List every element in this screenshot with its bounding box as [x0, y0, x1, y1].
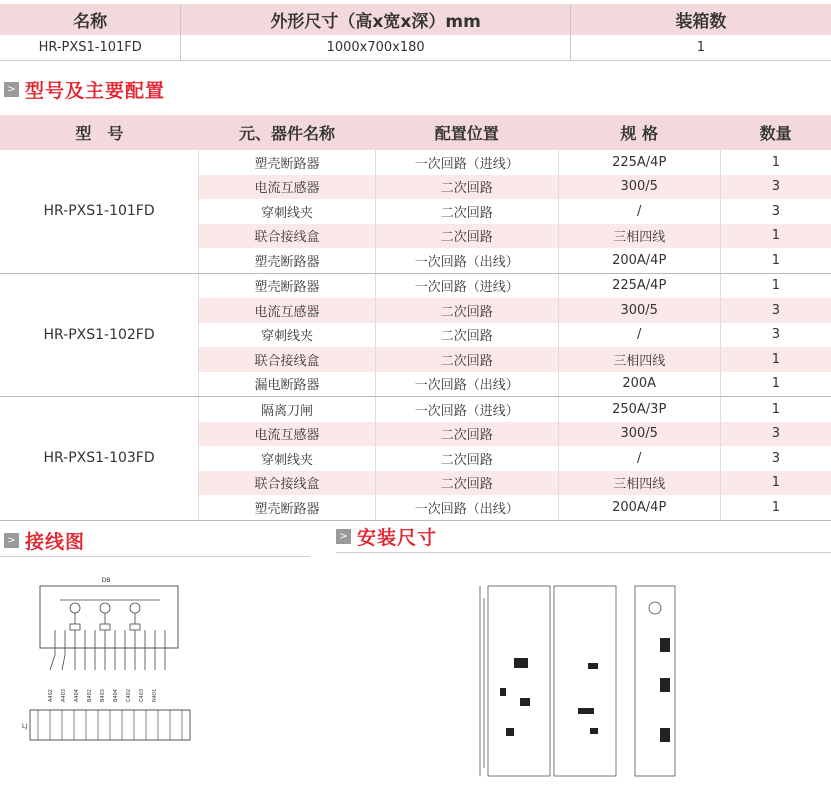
- spec-cell: 200A/4P: [558, 248, 720, 273]
- wire-label: C402: [126, 688, 132, 702]
- spec-cell: 200A/4P: [558, 495, 720, 520]
- diagram-side-label: LJ: [22, 723, 28, 730]
- spec-cell-size: 1000x700x180: [181, 35, 571, 61]
- position-cell: 二次回路: [375, 175, 558, 200]
- section-install: [336, 523, 437, 549]
- component-cell: 电流互感器: [199, 298, 376, 323]
- model-cell: HR-PXS1-103FD: [0, 397, 199, 521]
- position-cell: 二次回路: [375, 199, 558, 224]
- position-cell: 二次回路: [375, 446, 558, 471]
- cfg-header-position: 配置位置: [375, 115, 558, 150]
- position-cell: 一次回路（出线）: [375, 495, 558, 520]
- spec-header-name: 名称: [0, 4, 181, 35]
- spec-cell: 300/5: [558, 298, 720, 323]
- spec-cell-model: HR-PXS1-101FD: [0, 35, 181, 61]
- component-cell: 联合接线盒: [199, 224, 376, 249]
- component-cell: 联合接线盒: [199, 347, 376, 372]
- qty-cell: 1: [720, 372, 831, 397]
- spec-cell: 300/5: [558, 422, 720, 447]
- spec-cell: 三相四线: [558, 224, 720, 249]
- qty-cell: 3: [720, 175, 831, 200]
- qty-cell: 3: [720, 298, 831, 323]
- model-cell: HR-PXS1-102FD: [0, 273, 199, 397]
- spec-cell: /: [558, 199, 720, 224]
- divider: [336, 552, 831, 553]
- position-cell: 一次回路（进线）: [375, 273, 558, 298]
- component-cell: 塑壳断路器: [199, 495, 376, 520]
- wire-label: A404: [74, 689, 80, 702]
- wire-label: B404: [113, 689, 119, 702]
- component-cell: 塑壳断路器: [199, 150, 376, 175]
- wire-label: A402: [48, 689, 54, 702]
- position-cell: 一次回路（出线）: [375, 372, 558, 397]
- spec-cell: /: [558, 446, 720, 471]
- section-title: 安装尺寸: [357, 526, 438, 549]
- config-table: [0, 115, 831, 521]
- position-cell: 二次回路: [375, 298, 558, 323]
- table-row: [0, 397, 831, 422]
- qty-cell: 3: [720, 199, 831, 224]
- qty-cell: 3: [720, 323, 831, 348]
- divider: [0, 556, 310, 557]
- spec-cell: 300/5: [558, 175, 720, 200]
- section-title: 接线图: [25, 530, 86, 553]
- position-cell: 一次回路（进线）: [375, 150, 558, 175]
- section-arrow-icon: >: [336, 529, 351, 544]
- qty-cell: 1: [720, 224, 831, 249]
- component-cell: 隔离刀闸: [199, 397, 376, 422]
- diagram-top-label: DB: [101, 577, 111, 584]
- component-cell: 穿刺线夹: [199, 199, 376, 224]
- section-title: 型号及主要配置: [25, 79, 166, 102]
- position-cell: 二次回路: [375, 347, 558, 372]
- cfg-header-model: 型 号: [0, 115, 199, 150]
- spec-cell: 225A/4P: [558, 273, 720, 298]
- qty-cell: 1: [720, 495, 831, 520]
- spec-cell-qty: 1: [570, 35, 831, 61]
- cfg-header-component: 元、器件名称: [199, 115, 376, 150]
- table-row: [0, 273, 831, 298]
- section-arrow-icon: >: [4, 533, 19, 548]
- component-cell: 漏电断路器: [199, 372, 376, 397]
- wire-label: A403: [61, 689, 67, 702]
- position-cell: 一次回路（进线）: [375, 397, 558, 422]
- qty-cell: 1: [720, 273, 831, 298]
- component-cell: 穿刺线夹: [199, 323, 376, 348]
- spec-cell: 225A/4P: [558, 150, 720, 175]
- cfg-header-spec: 规 格: [558, 115, 720, 150]
- wire-label: C403: [139, 688, 145, 702]
- cfg-header-qty: 数量: [720, 115, 831, 150]
- component-cell: 穿刺线夹: [199, 446, 376, 471]
- section-wiring: [4, 527, 85, 553]
- spec-header-qty: 装箱数: [570, 4, 831, 35]
- qty-cell: 1: [720, 397, 831, 422]
- model-cell: HR-PXS1-101FD: [0, 150, 199, 273]
- wire-label: B402: [87, 689, 93, 702]
- position-cell: 二次回路: [375, 422, 558, 447]
- component-cell: 塑壳断路器: [199, 273, 376, 298]
- spec-cell: 200A: [558, 372, 720, 397]
- qty-cell: 3: [720, 446, 831, 471]
- wiring-diagram: [20, 570, 220, 760]
- table-row: [0, 150, 831, 175]
- position-cell: 二次回路: [375, 323, 558, 348]
- position-cell: 一次回路（出线）: [375, 248, 558, 273]
- qty-cell: 1: [720, 150, 831, 175]
- install-dimension-drawing: [470, 578, 690, 778]
- position-cell: 二次回路: [375, 224, 558, 249]
- component-cell: 联合接线盒: [199, 471, 376, 496]
- position-cell: 二次回路: [375, 471, 558, 496]
- spec-cell: 三相四线: [558, 347, 720, 372]
- component-cell: 塑壳断路器: [199, 248, 376, 273]
- qty-cell: 1: [720, 471, 831, 496]
- spec-cell: /: [558, 323, 720, 348]
- spec-cell: 三相四线: [558, 471, 720, 496]
- spec-cell: 250A/3P: [558, 397, 720, 422]
- qty-cell: 1: [720, 248, 831, 273]
- qty-cell: 1: [720, 347, 831, 372]
- spec-header-size: 外形尺寸（高x宽x深）mm: [181, 4, 571, 35]
- spec-table: [0, 4, 831, 61]
- section-model-config: [4, 76, 165, 102]
- component-cell: 电流互感器: [199, 175, 376, 200]
- qty-cell: 3: [720, 422, 831, 447]
- section-arrow-icon: >: [4, 82, 19, 97]
- wire-label: B403: [100, 689, 106, 702]
- component-cell: 电流互感器: [199, 422, 376, 447]
- wire-label: N401: [152, 688, 158, 702]
